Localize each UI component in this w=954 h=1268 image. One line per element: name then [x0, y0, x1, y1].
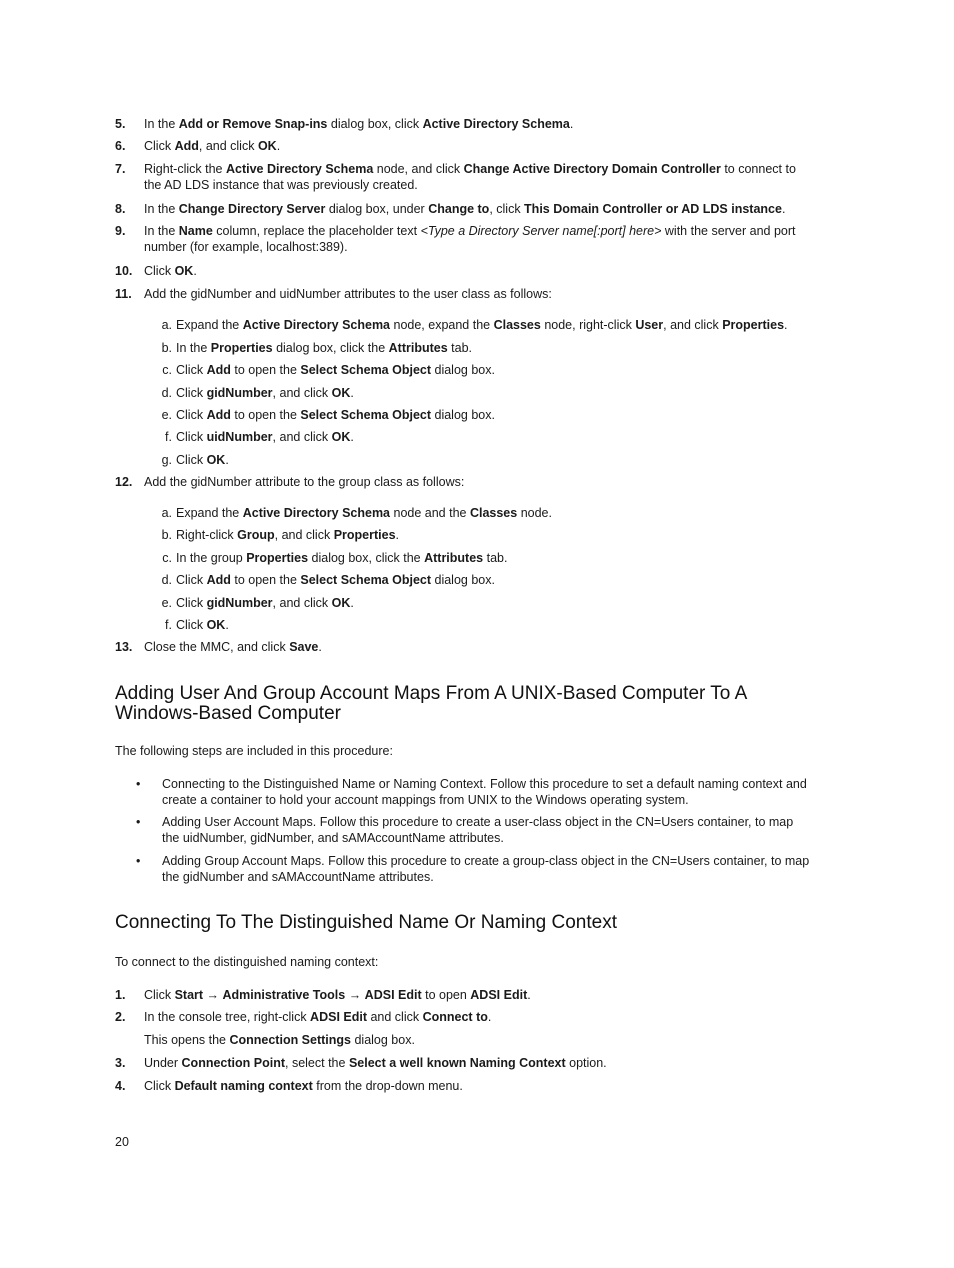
- bullet-glyph: •: [136, 815, 141, 829]
- step-number: 6.: [115, 139, 126, 153]
- bold-term: OK: [331, 596, 351, 610]
- bold-term: OK: [331, 430, 351, 444]
- text-run: node, expand the: [390, 318, 494, 332]
- bold-term: uidNumber: [206, 430, 273, 444]
- text-run: , select the: [285, 1056, 349, 1070]
- text-run: to open the: [230, 573, 301, 587]
- bold-term: Group: [237, 528, 275, 542]
- substep-text: [176, 452, 806, 468]
- substep-letter: b.: [161, 528, 172, 542]
- text-run: Add the gidNumber attribute to the group class as follows:: [144, 475, 465, 489]
- substep-text: [176, 362, 806, 378]
- text-run: .: [276, 139, 281, 153]
- bold-term: Select Schema Object: [300, 408, 432, 422]
- step-text: [144, 1055, 814, 1071]
- bold-term: OK: [174, 264, 194, 278]
- text-run: Click: [144, 139, 175, 153]
- step-text: [144, 263, 814, 279]
- substep-text: [176, 317, 806, 333]
- text-run: →: [345, 988, 365, 1002]
- text-run: column, replace the placeholder text: [212, 224, 421, 238]
- bold-term: ADSI Edit: [470, 988, 528, 1002]
- bold-term: Name: [178, 224, 213, 238]
- bold-term: Properties: [210, 341, 273, 355]
- text-run: .: [225, 453, 229, 467]
- bold-term: OK: [206, 618, 226, 632]
- bold-term: Properties: [722, 318, 785, 332]
- step-text: [144, 987, 814, 1003]
- text-run: dialog box, under: [325, 202, 429, 216]
- text-run: In the console tree, right-click: [144, 1010, 311, 1024]
- text-run: dialog box, click the: [308, 551, 425, 565]
- text-run: tab.: [447, 341, 472, 355]
- step-number: 10.: [115, 264, 133, 278]
- bold-term: OK: [206, 453, 226, 467]
- substep-text: [176, 505, 806, 521]
- text-run: to connect to the AD LDS instance that was previously created.: [144, 162, 796, 192]
- bold-term: Properties: [246, 551, 309, 565]
- text-run: , and click: [198, 139, 258, 153]
- text-run: This opens the: [144, 1033, 230, 1047]
- step-text: [144, 474, 814, 490]
- text-run: .: [318, 640, 322, 654]
- intro-paragraph: The following steps are included in this procedure:: [115, 744, 393, 758]
- bold-term: Connect to: [422, 1010, 488, 1024]
- step-number: 4.: [115, 1079, 126, 1093]
- step-text: [144, 138, 814, 154]
- text-run: Click: [176, 618, 207, 632]
- substep-letter: c.: [162, 551, 172, 565]
- bold-term: Classes: [469, 506, 518, 520]
- text-run: node and the: [390, 506, 470, 520]
- text-run: .: [781, 202, 786, 216]
- text-run: Click: [144, 988, 175, 1002]
- step-text: [144, 223, 814, 255]
- text-run: , and click: [274, 528, 334, 542]
- substep-text: [176, 617, 806, 633]
- text-run: In the group: [176, 551, 247, 565]
- step-number: 8.: [115, 202, 126, 216]
- step-number: 9.: [115, 224, 126, 238]
- text-run: Expand the: [176, 506, 243, 520]
- text-run: tab.: [483, 551, 508, 565]
- text-run: option.: [565, 1056, 607, 1070]
- text-run: Click: [144, 264, 175, 278]
- bold-term: Start: [174, 988, 204, 1002]
- bold-term: Default naming context: [174, 1079, 313, 1093]
- step-number: 2.: [115, 1010, 126, 1024]
- text-run: .: [527, 988, 531, 1002]
- text-run: with the server and port number (for example, localhost:389).: [144, 224, 796, 254]
- bold-term: Active Directory Schema: [242, 506, 391, 520]
- text-run: from the drop-down menu.: [312, 1079, 463, 1093]
- text-run: Right-click the: [144, 162, 226, 176]
- text-run: .: [193, 264, 197, 278]
- text-run: , and click: [272, 596, 332, 610]
- text-run: dialog box, click: [327, 117, 423, 131]
- intro-paragraph: To connect to the distinguished naming context:: [115, 955, 379, 969]
- text-run: Expand the: [176, 318, 243, 332]
- substep-letter: e.: [161, 596, 172, 610]
- bold-term: Change to: [428, 202, 490, 216]
- text-run: Click: [144, 1079, 175, 1093]
- text-run: node.: [517, 506, 552, 520]
- text-run: dialog box.: [431, 573, 495, 587]
- step-2-note: [144, 1032, 814, 1048]
- text-run: to open the: [230, 363, 301, 377]
- text-run: In the: [176, 341, 211, 355]
- text-run: , and click: [272, 386, 332, 400]
- text-run: Right-click: [176, 528, 238, 542]
- step-number: 3.: [115, 1056, 126, 1070]
- text-run: , click: [489, 202, 525, 216]
- bold-term: ADSI Edit: [310, 1010, 367, 1024]
- text-run: .: [350, 386, 354, 400]
- bold-term: Active Directory Schema: [225, 162, 374, 176]
- bold-term: Add: [206, 363, 231, 377]
- substep-letter: c.: [162, 363, 172, 377]
- text-run: .: [350, 430, 354, 444]
- text-run: Click: [176, 408, 207, 422]
- substep-text: [176, 550, 806, 566]
- bold-term: Select Schema Object: [300, 363, 432, 377]
- text-run: In the: [144, 202, 179, 216]
- text-run: .: [350, 596, 354, 610]
- text-run: Click: [176, 386, 207, 400]
- step-text: [144, 116, 814, 132]
- step-text: [144, 1078, 814, 1094]
- substep-letter: a.: [161, 506, 172, 520]
- text-run: Add the gidNumber and uidNumber attributes to the user class as follows:: [144, 287, 552, 301]
- bold-term: Select a well known Naming Context: [348, 1056, 566, 1070]
- placeholder-text: <Type a Directory Server name[:port] here>: [420, 224, 662, 238]
- text-run: .: [395, 528, 400, 542]
- bullet-text: Adding User Account Maps. Follow this procedure to create a user-class object in the CN=Users container, to map the uidNumber, gidNumber, and sAMAccountName attributes.: [162, 815, 794, 845]
- bold-term: Change Directory Server: [178, 202, 326, 216]
- bold-term: User: [635, 318, 664, 332]
- bold-term: Add: [206, 408, 231, 422]
- bold-term: gidNumber: [206, 596, 273, 610]
- text-run: Close the MMC, and click: [144, 640, 290, 654]
- bold-term: Active Directory Schema: [422, 117, 570, 131]
- step-text: [144, 1009, 814, 1025]
- text-run: Click: [176, 596, 207, 610]
- bullet-text: Connecting to the Distinguished Name or Naming Context. Follow this procedure to set a default naming context and create a container to hold your account mappings from UNIX to the Windows operating system.: [162, 777, 807, 807]
- substep-letter: f.: [165, 618, 172, 632]
- bold-term: Add: [174, 139, 199, 153]
- text-run: , and click: [663, 318, 723, 332]
- substep-text: [176, 527, 806, 543]
- bold-term: This Domain Controller or AD LDS instance: [524, 202, 782, 216]
- text-run: .: [487, 1010, 492, 1024]
- text-run: dialog box, click the: [272, 341, 389, 355]
- substep-letter: d.: [161, 573, 172, 587]
- bold-term: Add or Remove Snap-ins: [178, 117, 328, 131]
- substep-text: [176, 595, 806, 611]
- text-run: dialog box.: [351, 1033, 415, 1047]
- bold-term: gidNumber: [206, 386, 273, 400]
- text-run: Click: [176, 453, 207, 467]
- bold-term: Add: [206, 573, 231, 587]
- bullet-glyph: •: [136, 854, 141, 868]
- text-run: .: [225, 618, 229, 632]
- step-text: [144, 639, 814, 655]
- substep-text: [176, 385, 806, 401]
- bold-term: Active Directory Schema: [242, 318, 391, 332]
- text-run: Click: [176, 430, 207, 444]
- page-number: 20: [115, 1135, 129, 1149]
- text-run: .: [784, 318, 788, 332]
- substep-letter: f.: [165, 430, 172, 444]
- text-run: node, right-click: [540, 318, 636, 332]
- bold-term: Select Schema Object: [300, 573, 432, 587]
- step-number: 11.: [115, 287, 132, 301]
- bold-term: Save: [289, 640, 319, 654]
- bold-term: Attributes: [424, 551, 484, 565]
- text-run: In the: [144, 224, 179, 238]
- text-run: dialog box.: [431, 363, 495, 377]
- substep-letter: g.: [161, 453, 172, 467]
- text-run: .: [569, 117, 574, 131]
- text-run: Click: [176, 363, 207, 377]
- substep-letter: a.: [161, 318, 172, 332]
- bullet-glyph: •: [136, 777, 141, 791]
- bold-term: Properties: [333, 528, 396, 542]
- substep-text: [176, 572, 806, 588]
- text-run: In the: [144, 117, 179, 131]
- bold-term: Administrative Tools: [222, 988, 346, 1002]
- substep-text: [176, 429, 806, 445]
- bullet-text: Adding Group Account Maps. Follow this procedure to create a group-class object in the CN=Users container, to map the gidNumber and sAMAccountName attributes.: [162, 854, 810, 884]
- text-run: →: [203, 988, 223, 1002]
- bold-term: OK: [257, 139, 277, 153]
- bold-term: OK: [331, 386, 351, 400]
- text-run: to open: [421, 988, 471, 1002]
- step-number: 13.: [115, 640, 133, 654]
- text-run: Under: [144, 1056, 182, 1070]
- bold-term: ADSI Edit: [364, 988, 422, 1002]
- bold-term: Change Active Directory Domain Controller: [463, 162, 721, 176]
- bold-term: Connection Settings: [229, 1033, 351, 1047]
- text-run: dialog box.: [431, 408, 495, 422]
- text-run: and click: [367, 1010, 423, 1024]
- step-text: [144, 201, 814, 217]
- bold-term: Classes: [493, 318, 541, 332]
- substep-letter: b.: [161, 341, 172, 355]
- step-number: 12.: [115, 475, 133, 489]
- substep-letter: e.: [161, 408, 172, 422]
- text-run: to open the: [230, 408, 301, 422]
- step-text: [144, 286, 814, 302]
- subsection-heading: Connecting To The Distinguished Name Or Naming Context: [115, 912, 617, 933]
- step-number: 1.: [115, 988, 126, 1002]
- step-number: 7.: [115, 162, 126, 176]
- text-run: Click: [176, 573, 207, 587]
- text-run: , and click: [272, 430, 332, 444]
- text-run: node, and click: [373, 162, 464, 176]
- step-number: 5.: [115, 117, 126, 131]
- step-text: [144, 161, 814, 193]
- section-heading: Adding User And Group Account Maps From A UNIX-Based Computer To A Windows-Based Computer: [115, 683, 747, 724]
- substep-text: [176, 407, 806, 423]
- substep-letter: d.: [161, 386, 172, 400]
- substep-text: [176, 340, 806, 356]
- bold-term: Attributes: [388, 341, 448, 355]
- bold-term: Connection Point: [181, 1056, 285, 1070]
